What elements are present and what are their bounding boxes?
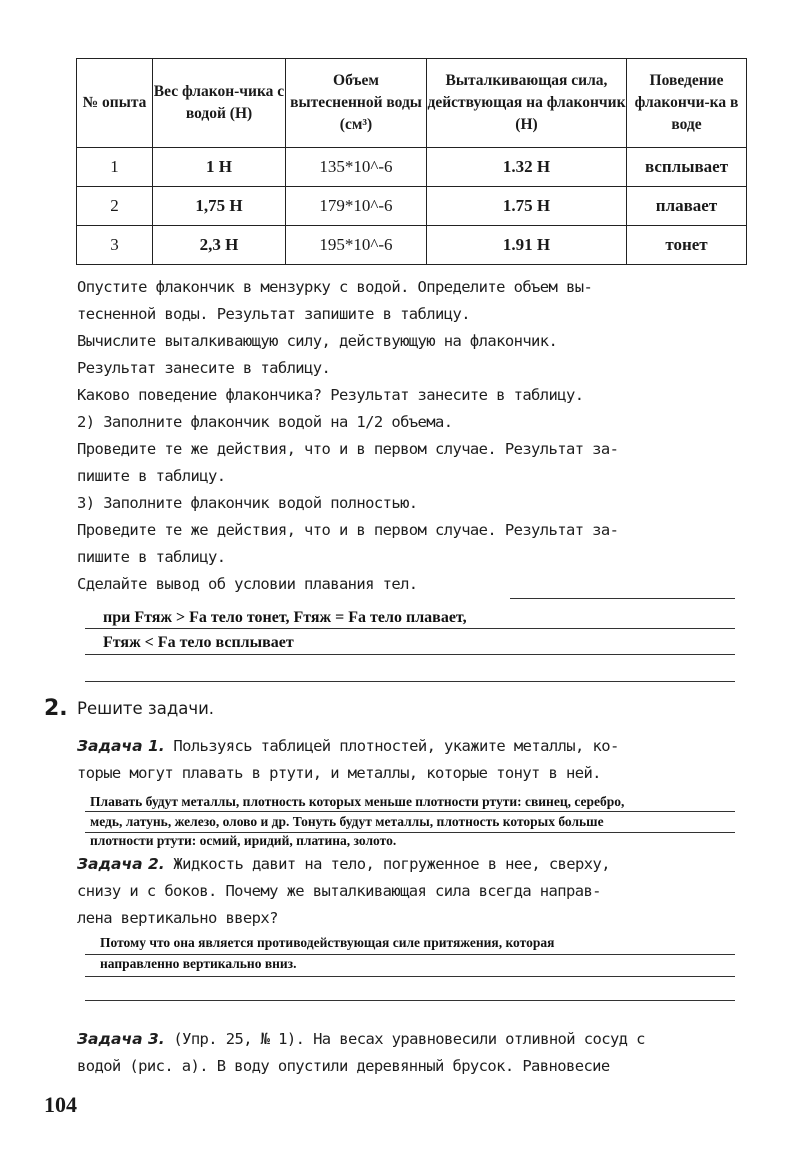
header-buoyant-force: Выталкивающая сила, действующая на флакончик (Н) bbox=[427, 59, 627, 148]
instruction-line: 3) Заполните флакончик водой полностью. bbox=[77, 494, 418, 512]
task-1-answer-line-3: плотности ртути: осмий, иридий, платина, золото. bbox=[90, 833, 397, 848]
header-behavior: Поведение флакончи-ка в воде bbox=[627, 59, 747, 148]
cell-behavior: тонет bbox=[627, 226, 747, 265]
task-text: (Упр. 25, № 1). На весах уравновесили отливной сосуд с bbox=[164, 1030, 645, 1048]
instruction-line: Опустите флакончик в мензурку с водой. Определите объем вы- bbox=[77, 278, 593, 296]
task-line: снизу и с боков. Почему же выталкивающая сила всегда направ- bbox=[77, 882, 601, 900]
experiment-table bbox=[76, 58, 747, 265]
instruction-line: Проведите те же действия, что и в первом случае. Результат за- bbox=[77, 440, 619, 458]
instructions bbox=[77, 274, 747, 598]
task-1-answer-line-1: Плавать будут металлы, плотность которых меньше плотности ртути: свинец, серебро, bbox=[90, 794, 625, 809]
answer-line bbox=[85, 976, 735, 977]
task-1-answer-line-2: медь, латунь, железо, олово и др. Тонуть будут металлы, плотность которых больше bbox=[90, 814, 604, 829]
cell-force: 1.75 Н bbox=[427, 187, 627, 226]
answer-line bbox=[85, 954, 735, 955]
conclusion-line-1: при Fтяж > Fa тело тонет, Fтяж = Fa тело плавает, bbox=[103, 609, 467, 626]
instruction-line: 2) Заполните флакончик водой на 1/2 объема. bbox=[77, 413, 453, 431]
cell-number: 1 bbox=[77, 148, 153, 187]
instruction-line: пишите в таблицу. bbox=[77, 467, 226, 485]
task-label: Задача 1. bbox=[77, 737, 165, 755]
task-line bbox=[77, 1026, 747, 1053]
table-header-row bbox=[77, 59, 747, 148]
answer-line bbox=[85, 1000, 735, 1001]
answer-line bbox=[510, 598, 735, 599]
task-3 bbox=[77, 1026, 747, 1080]
cell-weight: 1,75 Н bbox=[153, 187, 286, 226]
task-line bbox=[77, 733, 747, 760]
task-line: торые могут плавать в ртути, и металлы, которые тонут в ней. bbox=[77, 764, 601, 782]
header-volume: Объем вытесненной воды (см³) bbox=[286, 59, 427, 148]
task-2-answer-line-1: Потому что она является противодействующая силе притяжения, которая bbox=[100, 935, 555, 950]
task-line: лена вертикально вверх? bbox=[77, 909, 278, 927]
cell-weight: 2,3 Н bbox=[153, 226, 286, 265]
task-label: Задача 2. bbox=[77, 855, 165, 873]
task-2-answer-line-2: направленно вертикально вниз. bbox=[100, 956, 297, 971]
cell-behavior: всплывает bbox=[627, 148, 747, 187]
table-row bbox=[77, 187, 747, 226]
cell-volume: 179*10^-6 bbox=[286, 187, 427, 226]
page-number: 104 bbox=[44, 1092, 77, 1117]
instruction-line: тесненной воды. Результат запишите в таблицу. bbox=[77, 305, 470, 323]
task-text: Жидкость давит на тело, погруженное в нее, сверху, bbox=[164, 855, 610, 873]
cell-weight: 1 Н bbox=[153, 148, 286, 187]
cell-force: 1.32 Н bbox=[427, 148, 627, 187]
task-line bbox=[77, 851, 747, 878]
instruction-line: Каково поведение флакончика? Результат занесите в таблицу. bbox=[77, 386, 584, 404]
header-experiment-number: № опыта bbox=[77, 59, 153, 148]
instruction-line: Проведите те же действия, что и в первом случае. Результат за- bbox=[77, 521, 619, 539]
table-row bbox=[77, 226, 747, 265]
cell-number: 2 bbox=[77, 187, 153, 226]
answer-line bbox=[85, 811, 735, 812]
cell-number: 3 bbox=[77, 226, 153, 265]
section-title: Решите задачи. bbox=[77, 699, 215, 718]
conclusion-line-2: Fтяж < Fa тело всплывает bbox=[103, 634, 294, 651]
answer-line bbox=[85, 681, 735, 682]
task-label: Задача 3. bbox=[77, 1030, 165, 1048]
task-2 bbox=[77, 851, 747, 932]
cell-behavior: плавает bbox=[627, 187, 747, 226]
cell-volume: 195*10^-6 bbox=[286, 226, 427, 265]
cell-force: 1.91 Н bbox=[427, 226, 627, 265]
instruction-line: пишите в таблицу. bbox=[77, 548, 226, 566]
task-line: водой (рис. а). В воду опустили деревянный брусок. Равновесие bbox=[77, 1057, 610, 1075]
instruction-line: Результат занесите в таблицу. bbox=[77, 359, 331, 377]
table-row bbox=[77, 148, 747, 187]
header-weight: Вес флакон-чика с водой (Н) bbox=[153, 59, 286, 148]
instruction-line: Сделайте вывод об условии плавания тел. bbox=[77, 575, 418, 593]
section-number: 2. bbox=[44, 696, 68, 721]
instruction-line: Вычислите выталкивающую силу, действующую на флакончик. bbox=[77, 332, 558, 350]
answer-line bbox=[85, 628, 735, 629]
cell-volume: 135*10^-6 bbox=[286, 148, 427, 187]
answer-line bbox=[85, 654, 735, 655]
task-1 bbox=[77, 733, 747, 787]
task-text: Пользуясь таблицей плотностей, укажите металлы, ко- bbox=[164, 737, 619, 755]
